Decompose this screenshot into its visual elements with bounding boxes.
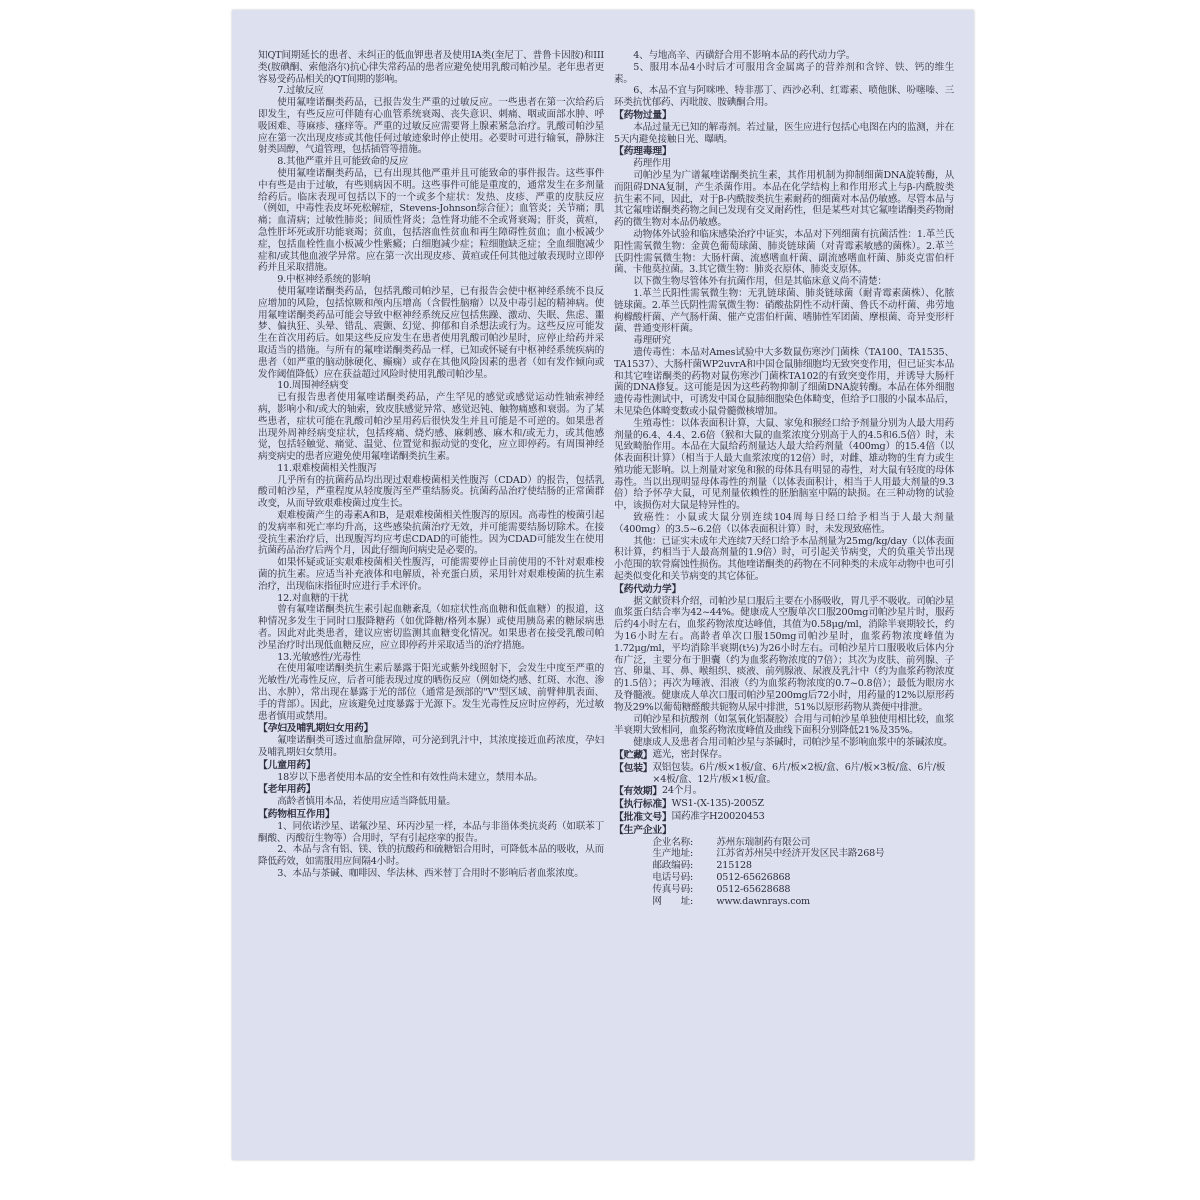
section-heading: 【药理毒理】 <box>614 146 672 158</box>
manufacturer-info-row <box>652 848 954 860</box>
subsection-heading: 毒理研究 <box>633 335 671 347</box>
info-row <box>614 749 954 762</box>
subsection-heading: 10.周围神经病变 <box>277 380 349 392</box>
paragraph: 几乎所有的抗菌药品均出现过艰难梭菌相关性腹泻（CDAD）的报告，包括乳酸司帕沙星，严重程度从轻度腹泻至严重结肠炎。抗菌药品治疗使结肠的正常菌群改变，从而导致艰难梭菌过度生长。 <box>258 474 604 510</box>
paragraph: 5、服用本品4小时后才可服用含金属离子的营养剂和含锌、铁、钙的维生素。 <box>614 61 954 85</box>
paragraph: 已有报告患者使用氟喹诺酮类药品，产生罕见的感觉或感觉运动性轴索神经病，影响小和/或大的轴索，致皮肤感觉异常、感觉迟钝、触物痛感和衰弱。为了某些患者，症状可能在乳酸司帕沙星用药后很快发生并且可能是不可逆的。如果患者出现外周神经病变症状，包括疼痛、烧灼感、麻刺感、麻木和/或无力，或其他感觉，包括轻触觉、痛觉、温觉、位置觉和振动觉的变化，应立即停药。有周围神经病变病史的患者应避免使用氟喹诺酮类抗生素。 <box>258 392 604 463</box>
info-row-label: 【包装】 <box>614 762 653 774</box>
package-insert-sheet <box>232 10 974 1160</box>
paragraph: 使用氟喹诺酮类药品，包括乳酸司帕沙星，已有报告会使中枢神经系统不良反应增加的风险，包括惊厥和颅内压增高（含假性脑瘤）以及中毒引起的精神病。使用氟喹诺酮类药品可能会导致中枢神经系统反应包括焦躁、激动、失眠、焦虑、噩梦、偏执狂、头晕、错乱、震颤、幻觉、抑郁和自杀想法或行为。这些反应可能发生在首次用药后。如果这些反应发生在患者使用乳酸司帕沙星时，应停止给药并采取适当的措施。与所有的氟喹诺酮类药品一样，已知或怀疑有中枢神经系统疾病的患者（如严重的脑动脉硬化、癫痫）或存在其他风险因素的患者（如有发作倾向或发作阈值降低）应在获益超过风险时使用乳酸司帕沙星。 <box>258 285 604 380</box>
paragraph: 健康成人及患者合用司帕沙星与茶碱时，司帕沙星不影响血浆中的茶碱浓度。 <box>633 737 953 749</box>
paragraph: 3、本品与茶碱、咖啡因、华法林、西米替丁合用时不影响后者血浆浓度。 <box>277 867 584 879</box>
subsection-heading: 8.其他严重并且可能致命的反应 <box>277 156 409 168</box>
info-row-value: 国药准字H20020453 <box>671 811 765 822</box>
manufacturer-field-value: 215128 <box>716 860 752 872</box>
manufacturer-info-row <box>652 860 954 872</box>
paragraph: 如果怀疑或证实艰难梭菌相关性腹泻，可能需要停止目前使用的不针对艰难梭菌的抗生素。应适当补充液体和电解质，补充蛋白质，采用针对艰难梭菌的抗生素治疗，出现临床指征时应进行手术评价。 <box>258 557 604 592</box>
info-row-value: 遮光，密封保存。 <box>652 749 728 761</box>
paragraph: 遗传毒性：本品对Ames试验中大多数鼠伤寒沙门菌株（TA100、TA1535、TA1537）、大肠杆菌WP2uvrA和中国仓鼠肺细胞均无致突变作用，但已证实本品和其它喹诺酮类的药物对鼠伤寒沙门菌株TA102的有致突变作用，并诱导大肠杆菌的DNA修复。这可能是因为这些药物抑制了细菌DNA旋转酶。本品在体外细胞遗传毒性测试中，可诱发中国仓鼠肺细胞染色体畸变，但给予口服的小鼠本品后，未见染色体畸变数或小鼠骨髓微核增加。 <box>614 346 954 417</box>
paragraph: 本品过量无已知的解毒剂。若过量，医生应进行包括心电图在内的监测，并在5天内避免接触日光、曝晒。 <box>614 121 954 145</box>
subsection-heading: 7.过敏反应 <box>277 85 324 97</box>
paragraph: 使用氟喹诺酮类药品，已报告发生严重的过敏反应。一些患者在第一次给药后即发生，有些反应可伴随有心血管系统衰竭、丧失意识、刺痛、咽或面部水肿、呼吸困难、荨麻疹、瘙痒等。严重的过敏反应需要肾上腺素紧急治疗。乳酸司帕沙星应在第一次出现皮疹或其他任何过敏迹象时停止使用。必要时可进行输氧，静脉注射类固醇，气道管理，包括插管等措施。 <box>258 97 604 156</box>
paragraph: 知QT间期延长的患者、未纠正的低血钾患者及使用IA类(奎尼丁、普鲁卡因胺)和III类(胺碘酮、索他洛尔)抗心律失常药品的患者应避免使用乳酸司帕沙星。老年患者更容易受药品相关的QT间期的影响。 <box>258 50 604 85</box>
paragraph: 司帕沙星和抗酸剂（如氢氧化铝凝胶）合用与司帕沙星单独使用相比较，血浆半衰期大致相同，血浆药物浓度峰值及曲线下面积分别降低21%及35%。 <box>614 713 954 737</box>
manufacturer-field-label: 邮政编码: <box>652 860 693 872</box>
manufacturer-info-row <box>652 896 954 908</box>
paragraph: 2、本品与含有铝、镁、铁的抗酸药和硫糖铝合用时，可降低本品的吸收，从而降低药效，如需服用应间隔4小时。 <box>258 844 604 868</box>
section-heading: 【孕妇及哺乳期妇女用药】 <box>258 723 374 735</box>
paragraph: 6、本品不宜与阿咪唑、特非那丁、西沙必利、红霉素、喷他脒、吩噻嗪、三环类抗忧郁药、丙吡胺、胺碘酮合用。 <box>614 85 954 109</box>
left-text-column <box>258 50 604 880</box>
paragraph: 使用氟喹诺酮类药品，已有出现其他严重并且可能致命的事件报告。这些事件中有些是由于过敏，有些则病因不明。这些事件可能是重度的，通常发生在多剂量给药后。临床表现可包括以下的一个或多个症状：发热、皮疹、严重的皮肤反应（例如，中毒性表皮坏死松解症，Stevens-Johnson综合征）；血管炎；关节痛；肌痛；血清病；过敏性肺炎；间质性肾炎；急性肾功能不全或肾衰竭；肝炎，黄疸，急性肝坏死或肝功能衰竭；贫血，包括溶血性贫血和再生障碍性贫血；血小板减少症，包括血栓性血小板减少性紫癜；白细胞减少症；粒细胞缺乏症；全血细胞减少症和/或其他血液学异常。应在第一次出现皮疹、黄疸或任何其他过敏表现时立即停药并且采取措施。 <box>258 167 604 274</box>
section-heading: 【药物过量】 <box>614 109 672 121</box>
paragraph: 动物体外试验和临床感染治疗中证实，本品对下列细菌有抗菌活性：1.革兰氏阳性需氧微生物：金黄色葡萄球菌、肺炎链球菌（对青霉素敏感的菌株）。2.革兰氏阴性需氧微生物：大肠杆菌、流感嗜血杆菌、副流感嗜血杆菌、肺炎克雷伯杆菌、卡他莫拉菌。3.其它微生物：肺炎衣原体、肺炎支原体。 <box>614 228 954 276</box>
paragraph: 艰难梭菌产生的毒素A和B，是艰难梭菌相关性腹泻的原因。高毒性的梭菌引起的发病率和死亡率均升高，这些感染抗菌治疗无效，并可能需要结肠切除术。在接受抗生素治疗后，出现腹泻均应考虑CDAD的可能性。因为CDAD可能发生在使用抗菌药品治疗后两个月，因此仔细询问病史是必要的。 <box>258 510 604 557</box>
info-row-value: 双铝包装。6片/板×1板/盒、6片/板×2板/盒、6片/板×3板/盒、6片/板×4板/盒、12片/板×1板/盒。 <box>652 761 946 785</box>
info-row-label: 【有效期】 <box>614 786 662 798</box>
info-row <box>614 785 954 798</box>
paragraph: 1、同依诺沙星、诺氟沙星、环丙沙星一样，本品与非甾体类抗炎药（如联苯丁酮酸、丙酸衍生物等）合用时，罕有引起痉挛的报告。 <box>258 820 604 844</box>
manufacturer-field-label: 传真号码: <box>652 883 693 895</box>
section-heading: 【药代动力学】 <box>614 583 682 595</box>
section-heading: 【生产企业】 <box>614 824 672 836</box>
section-heading: 【药物相互作用】 <box>258 809 335 820</box>
paragraph: 据文献资料介绍，司帕沙星口服后主要在小肠吸收，胃几乎不吸收。司帕沙星血浆蛋白结合率为42~44%。健康成人空腹单次口服200mg司帕沙星片时，服药后约4小时左右，血浆药物浓度达峰值，其值为0.58μg/ml，消除半衰期较长，约为16小时左右。高龄者单次口服150mg司帕沙星时，血浆药物浓度峰值为1.72μg/ml，平均消除半衰期(t½)为26小时左右。司帕沙星片口服吸收后体内分布广泛，主要分布于胆囊（约为血浆药物浓度的7倍）；其次为皮肤、前列腺、子宫、卵巢、耳、鼻、喉组织、痰液、前列腺液、尿液及乳汁中（约为血浆药物浓度的1.5倍）；再次为唾液、泪液（约为血浆药物浓度的0.7~0.8倍）；最低为眼房水及脊髓液。健康成人单次口服司帕沙星200mg后72小时，用药量的12%以原形药物及29%以葡萄糖醛酸共轭物从尿中排泄，51%以原形药物从粪便中排泄。 <box>614 595 954 713</box>
subsection-heading: 9.中枢神经系统的影响 <box>277 274 371 286</box>
section-heading: 【老年用药】 <box>258 784 316 796</box>
paragraph: 致癌性：小鼠或大鼠分别连续104周每日经口给予相当于人最大剂量（400mg）的3.5~6.2倍（以体表面积计算）时，未发现致癌性。 <box>614 512 954 535</box>
paragraph: 4、与地高辛、丙磺舒合用不影响本品的药代动力学。 <box>633 50 856 61</box>
paragraph: 生殖毒性：以体表面积计算，大鼠、家兔和猴经口给予剂量分别为人最大用药剂量的6.4、4.4、2.6倍（猴和大鼠的血浆浓度分别高于人的4.5和6.5倍）时，未见致畸胎作用。本品在大鼠给药剂量达人最大给药剂量（400mg）的15.4倍（以体表面积计算）（相当于人最大血浆浓度的12倍）时，对雌、雄动物的生育力或生殖功能无影响。以上剂量对家兔和猴的母体具有明显的毒性，对大鼠有轻度的母体毒性。当以出现明显母体毒性的剂量（以体表面积计，相当于人用最大剂量的9.3倍）给予怀孕大鼠，可见剂量依赖性的胚胎脑室中隔的缺损。在三种动物的试验中，该损伤对大鼠是特异性的。 <box>614 417 954 512</box>
manufacturer-field-value: 江苏省苏州吴中经济开发区民丰路268号 <box>716 848 885 860</box>
paragraph: 18岁以下患者使用本品的安全性和有效性尚未建立，禁用本品。 <box>277 771 543 783</box>
subsection-heading: 12.对血糖的干扰 <box>277 592 349 604</box>
paragraph: 高龄者慎用本品，若使用应适当降低用量。 <box>277 796 456 808</box>
info-row-value: 24个月。 <box>661 785 702 797</box>
manufacturer-field-value: 0512-65626868 <box>716 871 791 883</box>
section-heading: 【儿童用药】 <box>258 759 316 771</box>
paragraph: 司帕沙星为广谱氟喹诺酮类抗生素，其作用机制为抑制细菌DNA旋转酶，从而阻碍DNA复制，产生杀菌作用。本品在化学结构上和作用形式上与β-内酰胺类抗生素不同，因此，对于β-内酰胺类抗生素耐药的细菌对本品仍敏感。尽管本品与其它氟喹诺酮类药物之间已发现有交叉耐药性，但是某些对其它氟喹诺酮类药物耐药的微生物对本品仍敏感。 <box>614 169 954 229</box>
manufacturer-info <box>614 837 954 908</box>
paragraph: 在使用氟喹诺酮类抗生素后暴露于阳光或紫外线照射下，会发生中度至严重的光敏性/光毒性反应，后者可能表现过度的晒伤反应（例如烧灼感、红斑、水泡、渗出、水肿），常出现在暴露于光的部位（通常是颈部的"V"型区域、前臂伸肌表面、手的背部）。因此，应该避免过度暴露于光源下。发生光毒性反应时应停药，光过敏患者慎用或禁用。 <box>258 663 604 722</box>
info-row-label: 【贮藏】 <box>614 750 653 762</box>
paragraph: 氟喹诺酮类可透过血胎盘屏障，可分泌到乳汁中，其浓度接近血药浓度，孕妇及哺乳期妇女禁用。 <box>258 735 604 759</box>
manufacturer-field-label: 生产地址: <box>652 848 693 860</box>
paragraph: 曾有氟喹诺酮类抗生素引起血糖紊乱（如症状性高血糖和低血糖）的报道，这种情况多发生于同时口服降糖药（如优降糖/格列本脲）或使用胰岛素的糖尿病患者。因此对此类患者，建议应密切监测其血糖变化情况。如果患者在接受乳酸司帕沙星治疗时出现低血糖反应，应立即停药并采取适当的治疗措施。 <box>258 604 604 651</box>
info-row-label: 【批准文号】 <box>614 812 672 823</box>
manufacturer-field-label: 网 址: <box>652 895 693 907</box>
manufacturer-field-value: 苏州东瑞制药有限公司 <box>716 836 811 848</box>
manufacturer-field-label: 电话号码: <box>652 871 693 883</box>
info-row <box>614 798 954 811</box>
info-row-label: 【执行标准】 <box>614 799 672 811</box>
info-row <box>614 762 954 786</box>
subsection-heading: 11.艰难梭菌相关性腹泻 <box>277 462 377 474</box>
subsection-heading: 13.光敏感性/光毒性 <box>277 651 361 663</box>
manufacturer-field-value: 0512-65628688 <box>716 883 791 895</box>
manufacturer-info-row <box>652 872 954 884</box>
info-row-value: WS1-(X-135)-2005Z <box>671 798 764 810</box>
right-text-column <box>614 50 954 907</box>
paragraph: 以下微生物尽管体外有抗菌作用，但是其临床意义尚不清楚： <box>633 276 887 288</box>
manufacturer-info-row <box>652 884 954 896</box>
subsection-heading: 药理作用 <box>633 158 671 170</box>
manufacturer-info-row <box>652 837 954 849</box>
info-row <box>614 811 954 824</box>
paragraph: 1.革兰氏阳性需氧微生物：无乳链球菌、肺炎链球菌（耐青霉素菌株）、化脓链球菌。2.革兰氏阴性需氧微生物：硝酸盐阴性不动杆菌、鲁氏不动杆菌、弗劳地枸橼酸杆菌、产气肠杆菌、催产克雷伯杆菌、嗜肺性军团菌、摩根菌、奇异变形杆菌、普通变形杆菌。 <box>614 287 954 335</box>
manufacturer-field-value: www.dawnrays.com <box>716 895 810 907</box>
paragraph: 其他：已证实未成年犬连续7天经口给予本品剂量为25mg/kg/day（以体表面积计算，约相当于人最高剂量的1.9倍）时，可引起关节病变，犬的负重关节出现小范围的软骨腐蚀性损伤。其他喹诺酮类的药物在不同种类的未成年动物中也可引起类似变化和关节病变的其它体征。 <box>614 535 954 583</box>
manufacturer-field-label: 企业名称: <box>652 836 693 848</box>
